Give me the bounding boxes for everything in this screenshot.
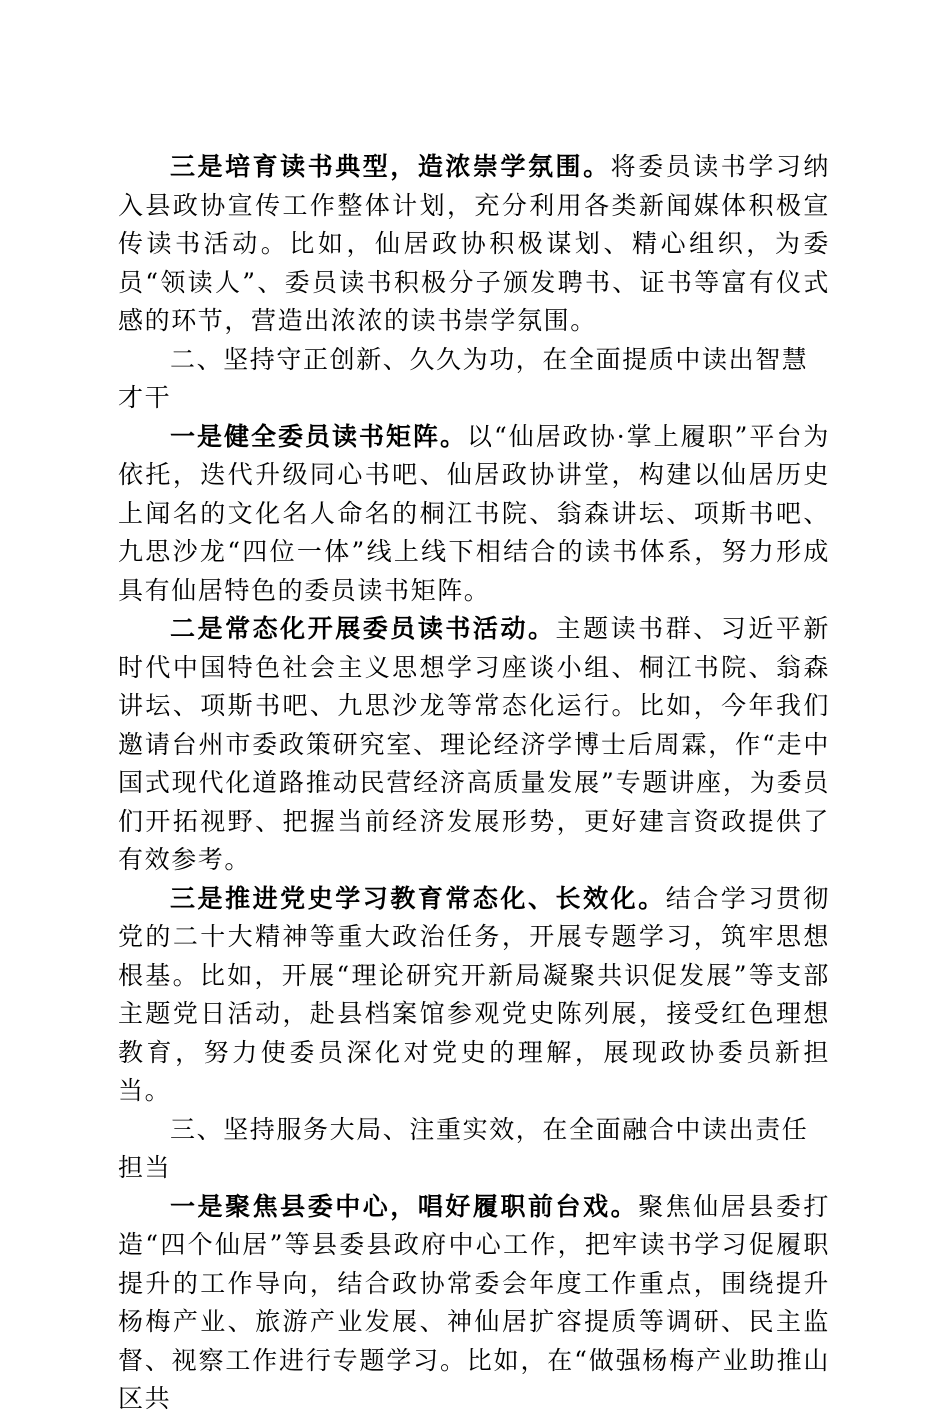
paragraph-party-history-education [118,880,830,1111]
paragraph-lead: 一是健全委员读书矩阵。 [170,421,467,451]
paragraph-lead: 一是聚焦县委中心，唱好履职前台戏。 [170,1191,639,1221]
document-page [118,148,830,1419]
paragraph-reading-matrix [118,418,830,611]
paragraph-focus-county-center [118,1188,830,1419]
paragraph-lead: 三是培育读书典型，造浓崇学氛围。 [170,152,611,181]
paragraph-cultivate-reading-models [118,148,830,341]
paragraph-lead: 三是推进党史学习教育常态化、长效化。 [170,883,666,913]
paragraph-body: 聚焦仙居县委打造“四个仙居”等县委县政府中心工作，把牢读书学习促履职提升的工作导向，结合政协常委会年度工作重点，围绕提升杨梅产业、旅游产业发展、神仙居扩容提质等调研、民主监督、视察工作进行专题学习。比如，在“做强杨梅产业助推山区共 [118,1191,831,1413]
paragraph-body: 以“仙居政协·掌上履职”平台为依托，迭代升级同心书吧、仙居政协讲堂，构建以仙居历史上闻名的文化名人命名的桐江书院、翁森讲坛、项斯书吧、九思沙龙“四位一体”线上线下相结合的读书体系，努力形成具有仙居特色的委员读书矩阵。 [118,421,830,605]
paragraph-lead: 二是常态化开展委员读书活动。 [170,614,556,643]
section-heading-3: 三、坚持服务大局、注重实效，在全面融合中读出责任担当 [118,1114,809,1182]
paragraph-body: 主题读书群、习近平新时代中国特色社会主义思想学习座谈小组、桐江书院、翁森讲坛、项斯书吧、九思沙龙等常态化运行。比如，今年我们邀请台州市委政策研究室、理论经济学博士后周霖，作“走中国式现代化道路推动民营经济高质量发展”专题讲座，为委员们开拓视野、把握当前经济发展形势，更好建言资政提供了有效参考。 [118,614,830,874]
paragraph-body: 结合学习贯彻党的二十大精神等重大政治任务，开展专题学习，筑牢思想根基。比如，开展“理论研究开新局凝聚共识促发展”等支部主题党日活动，赴县档案馆参观党史陈列展，接受红色理想教育，努力使委员深化对党史的理解，展现政协委员新担当。 [118,883,830,1105]
paragraph-regular-reading-activities [118,610,830,880]
paragraph-body: 将委员读书学习纳入县政协宣传工作整体计划，充分利用各类新闻媒体积极宣传读书活动。比如，仙居政协积极谋划、精心组织，为委员“领读人”、委员读书积极分子颁发聘书、证书等富有仪式感的环节，营造出浓浓的读书崇学氛围。 [118,152,830,335]
section-heading-2: 二、坚持守正创新、久久为功，在全面提质中读出智慧才干 [118,344,809,412]
